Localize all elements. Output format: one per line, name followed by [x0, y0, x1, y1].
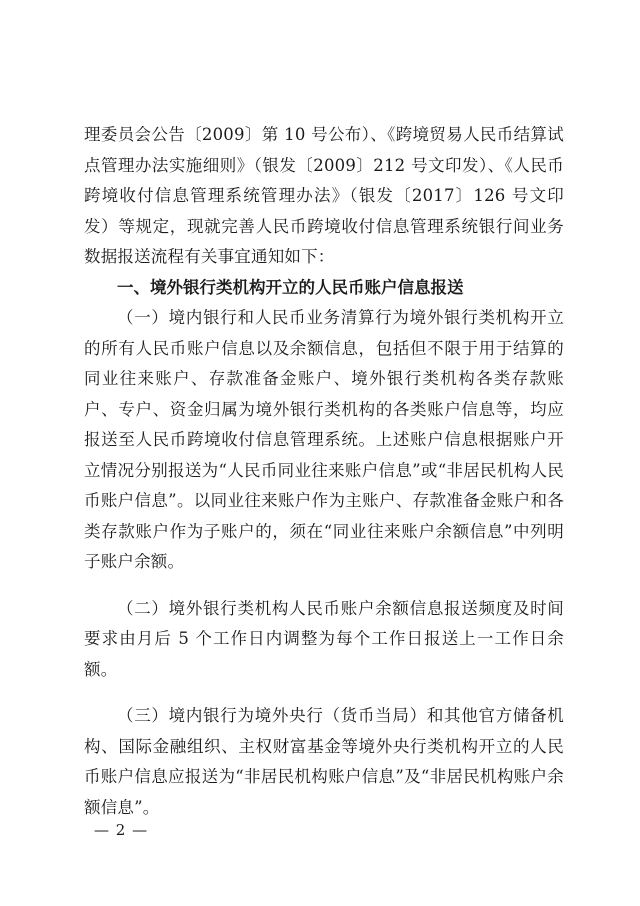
paragraph-3: （三）境内银行为境外央行（货币当局）和其他官方储备机构、国际金融组织、主权财富基金等境外央行类机构开立的人民币账户信息应报送为“非居民机构账户信息”及“非居民机构账户余额信息”。 [84, 706, 564, 817]
paragraph-gap [84, 685, 564, 701]
page-number: — 2 — [94, 821, 149, 839]
paragraph-gap [84, 578, 564, 594]
paragraph-1: （一）境内银行和人民币业务清算行为境外银行类机构开立的所有人民币账户信息以及余额信息，包括但不限于用于结算的同业往来账户、存款准备金账户、境外银行类机构各类存款账户、专户、资金归属为境外银行类机构的各类账户信息等，均应报送至人民币跨境收付信息管理系统。上述账户信息根据账户开立情况分别报送为“人民币同业往来账户信息”或“非居民机构人民币账户信息”。以同业往来账户作为主账户、存款准备金账户和各类存款账户作为子账户的，须在“同业往来账户余额信息”中列明子账户余额。 [84, 308, 564, 571]
paragraph-2: （二）境外银行类机构人民币账户余额信息报送频度及时间要求由月后 5 个工作日内调整为每个工作日报送上一工作日余额。 [84, 598, 564, 679]
section-heading: 一、境外银行类机构开立的人民币账户信息报送 [117, 277, 464, 297]
continuation-paragraph: 理委员会公告〔2009〕第 10 号公布）、《跨境贸易人民币结算试点管理办法实施细则》（银发〔2009〕212 号文印发）、《人民币跨境收付信息管理系统管理办法》（银发〔2017〕126 号文印发）等规定，现就完善人民币跨境收付信息管理系统银行间业务数据报送流程有关事宜通知如下： [84, 125, 564, 266]
document-body [84, 120, 564, 823]
